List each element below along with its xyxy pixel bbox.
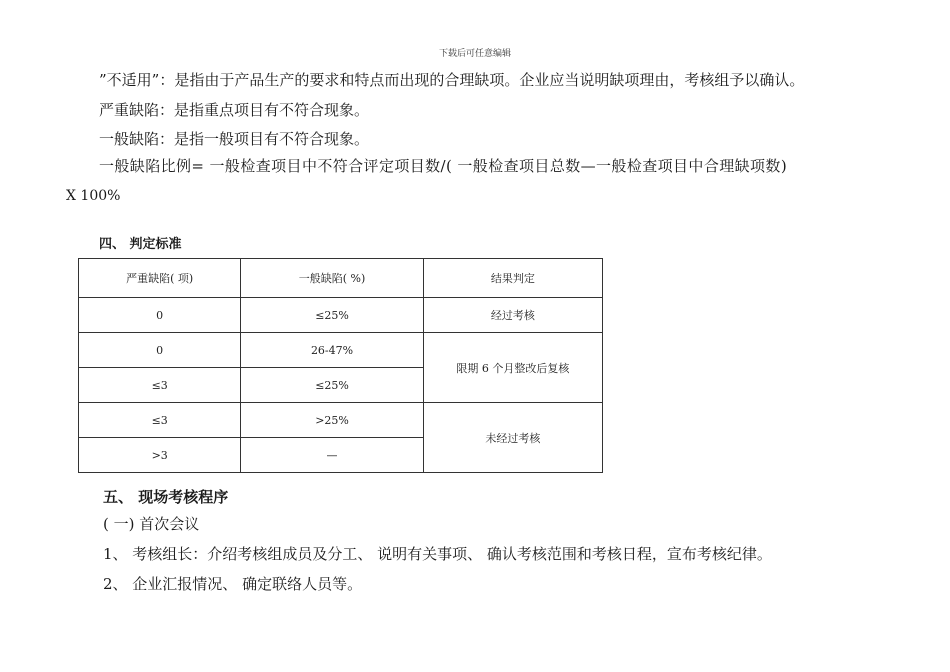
table-cell: ≤3 xyxy=(79,403,241,438)
paragraph-general-defect: 一般缺陷：是指一般项目有不符合现象。 xyxy=(99,130,370,148)
table-cell: ≤3 xyxy=(79,368,241,403)
section-4-title: 四、 判定标准 xyxy=(99,237,182,252)
table-cell-merged: 未经过考核 xyxy=(423,403,602,473)
table-row xyxy=(79,298,603,333)
paragraph-multiplier: X 100% xyxy=(66,188,121,204)
list-item-2: 2、 企业汇报情况、 确定联络人员等。 xyxy=(103,575,363,593)
header-serious-defect: 严重缺陷( 项) xyxy=(79,259,241,298)
table-cell: ≤25% xyxy=(241,368,423,403)
table-cell-merged: 限期 6 个月整改后复核 xyxy=(423,333,602,403)
table-row xyxy=(79,403,603,438)
subsection-first-meeting: ( 一) 首次会议 xyxy=(103,515,200,533)
table-cell: 0 xyxy=(79,333,241,368)
table-header-row xyxy=(79,259,603,298)
paragraph-not-applicable: ”不适用”：是指由于产品生产的要求和特点而出现的合理缺项。企业应当说明缺项理由，考核组予以确认。 xyxy=(99,71,805,89)
table-cell: >25% xyxy=(241,403,423,438)
header-result: 结果判定 xyxy=(423,259,602,298)
section-5-title: 五、 现场考核程序 xyxy=(103,488,229,506)
header-general-defect: 一般缺陷( %) xyxy=(241,259,423,298)
table-cell: >3 xyxy=(79,438,241,473)
list-item-1: 1、 考核组长：介绍考核组成员及分工、 说明有关事项、 确认考核范围和考核日程，宣布考核纪律。 xyxy=(103,545,772,563)
table-cell: ≤25% xyxy=(241,298,423,333)
table-cell: 0 xyxy=(79,298,241,333)
table-cell: — xyxy=(241,438,423,473)
judgment-criteria-table xyxy=(78,258,603,473)
paragraph-serious-defect: 严重缺陷：是指重点项目有不符合现象。 xyxy=(99,101,370,119)
paragraph-defect-ratio: 一般缺陷比例= 一般检查项目中不符合评定项目数/( 一般检查项目总数—一般检查项目中合理缺项数) xyxy=(99,157,788,175)
table-cell: 经过考核 xyxy=(423,298,602,333)
table-cell: 26-47% xyxy=(241,333,423,368)
table-row xyxy=(79,333,603,368)
header-note: 下载后可任意编辑 xyxy=(438,49,511,59)
